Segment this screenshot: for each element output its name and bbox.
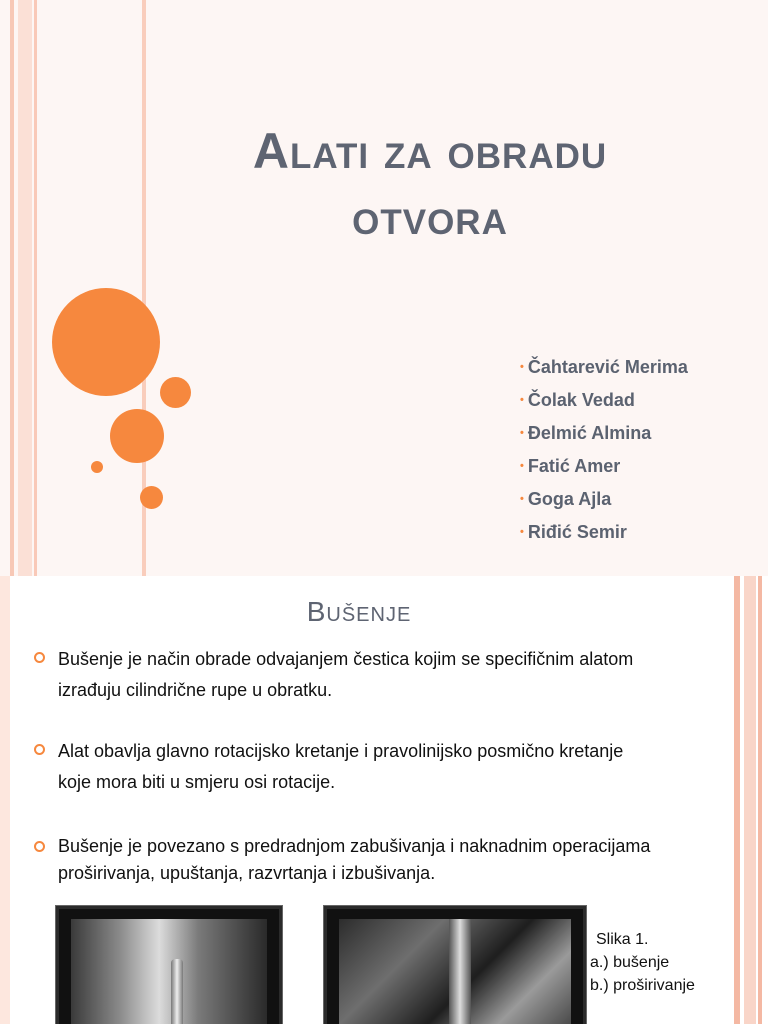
drill-bit-shape (449, 919, 471, 1024)
bullet-icon: • (520, 493, 524, 505)
decor-circle (91, 461, 103, 473)
content-slide (0, 576, 768, 1024)
title-line-2: otvora (352, 189, 508, 245)
circle-bullet-icon (34, 744, 45, 755)
slide-title (140, 118, 720, 250)
decor-circle (110, 409, 164, 463)
author-name: Fatić Amer (527, 456, 621, 476)
slide-heading: Bušenje (306, 596, 412, 627)
drilling-photo (56, 906, 282, 1024)
decor-stripe (34, 0, 37, 576)
author-list (520, 352, 688, 550)
decor-circle (160, 377, 191, 408)
circle-bullet-icon (34, 652, 45, 663)
decor-circle (52, 288, 160, 396)
bullet-text: Bušenje je način obrade odvajanjem čestica kojim se specifičnim alatom izrađuju cilindrične rupe u obratku. (58, 649, 634, 700)
author-item (520, 484, 688, 517)
author-item (520, 517, 688, 550)
author-name: Goga Ajla (527, 489, 612, 509)
decor-stripe (0, 576, 10, 1024)
caption-line: Slika 1. (596, 931, 649, 948)
bullet-icon: • (520, 460, 524, 472)
caption-line: a.) bušenje (590, 954, 670, 971)
author-item (520, 418, 688, 451)
caption-line: b.) proširivanje (590, 977, 695, 994)
author-item (520, 451, 688, 484)
author-name: Đelmić Almina (527, 423, 652, 443)
decor-stripe (18, 0, 32, 576)
bullet-text: Bušenje je povezano s predradnjom zabušivanja i naknadnim operacijama proširivanja, upuštanja, razvrtanja i izbušivanja. (58, 836, 651, 883)
decor-stripe (758, 576, 762, 1024)
bullet-icon: • (520, 427, 524, 439)
figure-caption (590, 928, 695, 997)
bullet-icon: • (520, 361, 524, 373)
drill-bit-shape (171, 959, 183, 1024)
bullet-icon: • (520, 394, 524, 406)
reaming-photo (324, 906, 586, 1024)
decor-circle (140, 486, 163, 509)
decor-stripe (744, 576, 756, 1024)
author-name: Čolak Vedad (527, 390, 635, 410)
author-name: Riđić Semir (527, 522, 627, 542)
circle-bullet-icon (34, 841, 45, 852)
bullet-icon: • (520, 526, 524, 538)
photo-content (339, 919, 571, 1024)
title-line-1: Alati za obradu (252, 123, 608, 179)
author-item (520, 385, 688, 418)
decor-stripe (734, 576, 740, 1024)
author-name: Čahtarević Merima (527, 357, 688, 377)
author-item (520, 352, 688, 385)
decor-stripe (10, 0, 14, 576)
photo-content (71, 919, 267, 1024)
bullet-text: Alat obavlja glavno rotacijsko kretanje i pravolinijsko posmično kretanje koje mora biti u smjeru osi rotacije. (58, 741, 624, 792)
